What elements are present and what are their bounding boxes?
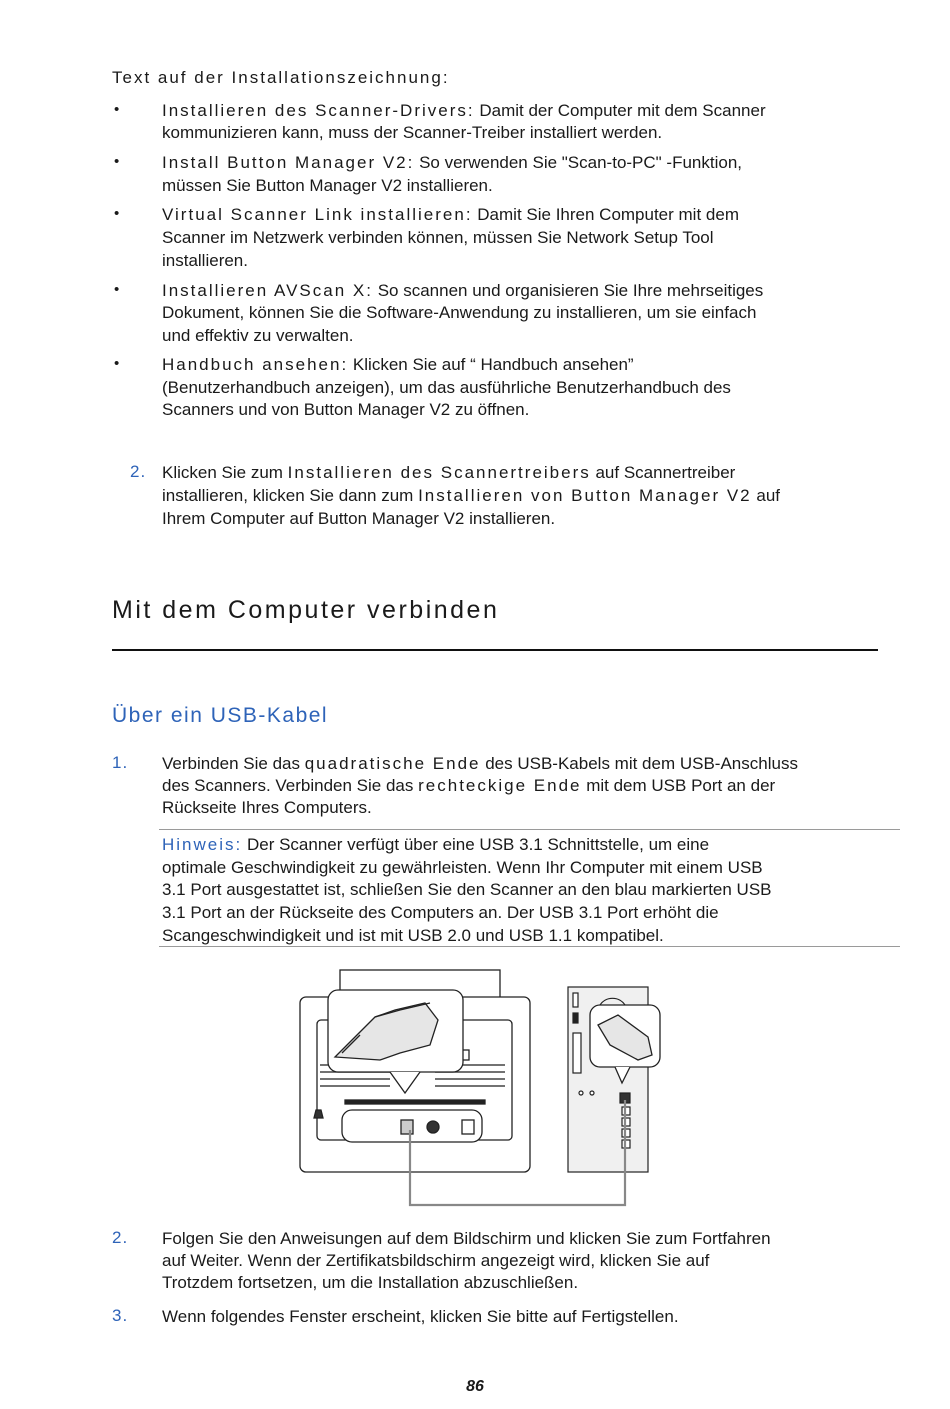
note-text: 3.1 Port an der Rückseite des Computers an. Der USB 3.1 Port erhöht die bbox=[162, 903, 719, 922]
bullet-term: Virtual Scanner Link installieren: bbox=[162, 205, 473, 224]
bullet-text: Scanners und von Button Manager V2 zu öffnen. bbox=[162, 400, 530, 419]
section-rule bbox=[112, 649, 878, 651]
step-text: Trotzdem fortsetzen, um die Installation abzuschließen. bbox=[162, 1273, 579, 1292]
bullet-term: Install Button Manager V2: bbox=[162, 153, 415, 172]
bullet-item bbox=[162, 152, 742, 174]
step-text bbox=[162, 485, 780, 507]
step-number: 2. bbox=[112, 1228, 129, 1247]
usb-connection-illustration bbox=[280, 965, 670, 1215]
note-text: Der Scanner verfügt über eine USB 3.1 Schnittstelle, um eine bbox=[242, 835, 710, 854]
bullet-text: Damit Sie Ihren Computer mit dem bbox=[477, 205, 739, 224]
step-text: Wenn folgendes Fenster erscheint, klicken Sie bitte auf Fertigstellen. bbox=[162, 1307, 679, 1326]
page-number: 86 bbox=[466, 1378, 484, 1395]
bullet-text: Damit der Computer mit dem Scanner bbox=[479, 101, 766, 120]
bullet-item bbox=[162, 100, 766, 122]
step-number: 3. bbox=[112, 1306, 129, 1325]
step-text-part: Klicken Sie zum bbox=[162, 463, 288, 482]
bullet-marker: • bbox=[114, 355, 120, 372]
bullet-text: kommunizieren kann, muss der Scanner-Treiber installiert werden. bbox=[162, 123, 663, 142]
step-term: quadratische Ende bbox=[304, 754, 481, 773]
step-text-part: auf bbox=[751, 486, 780, 505]
note-label: Hinweis: bbox=[162, 835, 243, 854]
step-text-part: auf Scannertreiber bbox=[590, 463, 736, 482]
bullet-item bbox=[162, 204, 739, 226]
bullet-term: Handbuch ansehen: bbox=[162, 355, 349, 374]
bullet-marker: • bbox=[114, 205, 120, 222]
bullet-text: installieren. bbox=[162, 251, 248, 270]
bullet-text: und effektiv zu verwalten. bbox=[162, 326, 354, 345]
note-text: optimale Geschwindigkeit zu gewährleisten. Wenn Ihr Computer mit einem USB bbox=[162, 858, 763, 877]
step-text bbox=[162, 775, 775, 797]
bullet-marker: • bbox=[114, 281, 120, 298]
step-text bbox=[162, 462, 735, 484]
bullet-term: Installieren des Scanner-Drivers: bbox=[162, 101, 475, 120]
intro-text: Text auf der Installationszeichnung: bbox=[112, 68, 450, 87]
subsection-title: Über ein USB-Kabel bbox=[112, 704, 329, 727]
note-text: Scangeschwindigkeit und ist mit USB 2.0 und USB 1.1 kompatibel. bbox=[162, 926, 664, 945]
bullet-term: Installieren AVScan X: bbox=[162, 281, 373, 300]
step-text-part: installieren, klicken Sie dann zum bbox=[162, 486, 419, 505]
note-text: 3.1 Port ausgestattet ist, schließen Sie den Scanner an den blau markierten USB bbox=[162, 880, 772, 899]
bullet-text: Scanner im Netzwerk verbinden können, müssen Sie Network Setup Tool bbox=[162, 228, 714, 247]
note-rule-bottom bbox=[159, 946, 900, 947]
step-text-part: des USB-Kabels mit dem USB-Anschluss bbox=[480, 754, 798, 773]
bullet-item bbox=[162, 354, 634, 376]
step-text: Rückseite Ihres Computers. bbox=[162, 798, 372, 817]
step-text-part: mit dem USB Port an der bbox=[581, 776, 776, 795]
step-text-part: des Scanners. Verbinden Sie das bbox=[162, 776, 419, 795]
bullet-text: Dokument, können Sie die Software-Anwendung zu installieren, um sie einfach bbox=[162, 303, 757, 322]
step-text: Folgen Sie den Anweisungen auf dem Bildschirm und klicken Sie zum Fortfahren bbox=[162, 1229, 771, 1248]
step-text: auf Weiter. Wenn der Zertifikatsbildschirm angezeigt wird, klicken Sie auf bbox=[162, 1251, 710, 1270]
step-number: 2. bbox=[130, 462, 147, 481]
bullet-marker: • bbox=[114, 153, 120, 170]
step-text-part: Verbinden Sie das bbox=[162, 754, 305, 773]
bullet-text: (Benutzerhandbuch anzeigen), um das ausführliche Benutzerhandbuch des bbox=[162, 378, 731, 397]
bullet-item bbox=[162, 280, 763, 302]
bullet-text: So verwenden Sie "Scan-to-PC" -Funktion, bbox=[419, 153, 743, 172]
bullet-text: müssen Sie Button Manager V2 installieren. bbox=[162, 176, 493, 195]
note-line bbox=[162, 834, 709, 856]
step-term: Installieren des Scannertreibers bbox=[287, 463, 591, 482]
step-text: Ihrem Computer auf Button Manager V2 installieren. bbox=[162, 509, 556, 528]
bullet-marker: • bbox=[114, 101, 120, 118]
note-rule-top bbox=[159, 829, 900, 830]
step-term: rechteckige Ende bbox=[418, 776, 582, 795]
step-number: 1. bbox=[112, 753, 129, 772]
step-text bbox=[162, 753, 798, 775]
section-title: Mit dem Computer verbinden bbox=[112, 596, 500, 624]
step-term: Installieren von Button Manager V2 bbox=[418, 486, 752, 505]
bullet-text: So scannen und organisieren Sie Ihre mehrseitiges bbox=[377, 281, 764, 300]
bullet-text: Klicken Sie auf “ Handbuch ansehen” bbox=[352, 355, 634, 374]
